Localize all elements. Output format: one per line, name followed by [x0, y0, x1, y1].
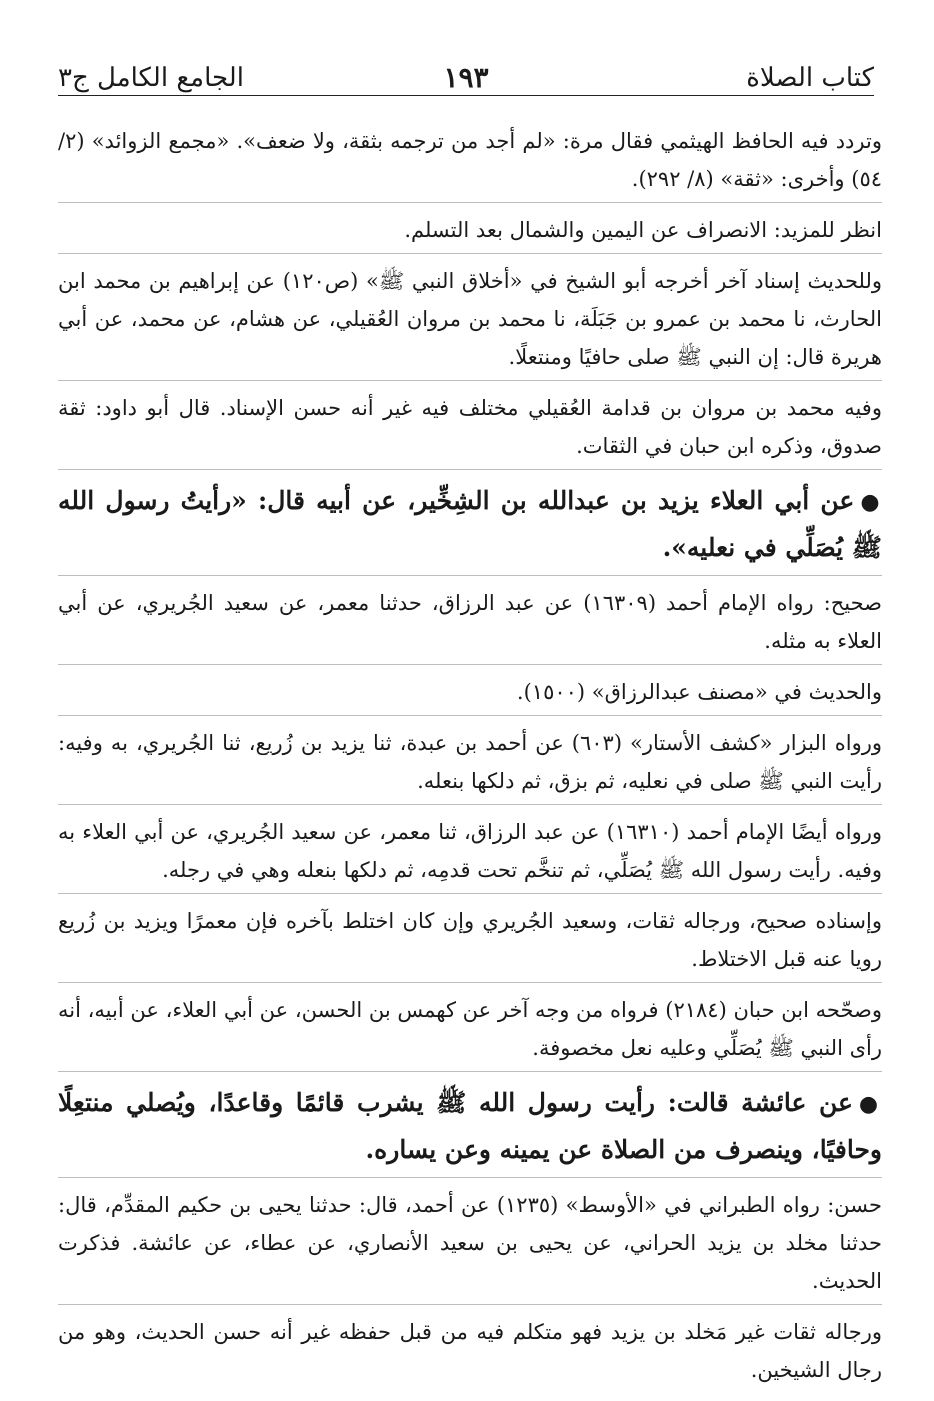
paragraph-10: وإسناده صحيح، ورجاله ثقات، وسعيد الجُريري وإن كان اختلط بآخره فإن معمرًا ويزيد بن زُريع رويا عنه قبل الاختلاط. — [58, 902, 882, 983]
paragraph-9: ورواه أيضًا الإمام أحمد (١٦٣١٠) عن عبد الرزاق، ثنا معمر، عن سعيد الجُريري، عن أبي العلاء به وفيه. رأيت رسول الله ﷺ يُصَلِّي، ثم تنخَّم تحت قدمِه، ثم دلكها بنعله وهي في رجله. — [58, 813, 882, 894]
hadith-2: ●عن عائشة قالت: رأيت رسول الله ﷺ يشرب قائمًا وقاعدًا، ويُصلي منتعِلًا وحافيًا، وينصرف من الصلاة عن يمينه وعن يساره. — [58, 1080, 882, 1178]
hadith-1: ●عن أبي العلاء يزيد بن عبدالله بن الشِخِّير، عن أبيه قال: «رأيتُ رسول الله ﷺ يُصَلِّي في نعليه». — [58, 478, 882, 576]
paragraph-7: والحديث في «مصنف عبدالرزاق» (١٥٠٠). — [58, 673, 882, 716]
paragraph-13: حسن: رواه الطبراني في «الأوسط» (١٢٣٥) عن أحمد، قال: حدثنا يحيى بن حكيم المقدِّم، قال: حدثنا مخلد بن يزيد الحراني، عن يحيى بن سعيد الأنصاري، عن عطاء، عن عائشة. فذكرت الحديث. — [58, 1186, 882, 1305]
paragraph-11: وصحّحه ابن حبان (٢١٨٤) فرواه من وجه آخر عن كهمس بن الحسن، عن أبي العلاء، عن أبيه، أنه رأى النبي ﷺ يُصَلِّي وعليه نعل مخصوفة. — [58, 991, 882, 1072]
paragraph-6: صحيح: رواه الإمام أحمد (١٦٣٠٩) عن عبد الرزاق، حدثنا معمر، عن سعيد الجُريري، عن أبي العلاء به مثله. — [58, 584, 882, 665]
paragraph-1: وتردد فيه الحافظ الهيثمي فقال مرة: «لم أجد من ترجمه بثقة، ولا ضعف». «مجمع الزوائد» (٢/ ٥٤) وأخرى: «ثقة» (٨/ ٢٩٢). — [58, 122, 882, 203]
paragraph-3: وللحديث إسناد آخر أخرجه أبو الشيخ في «أخلاق النبي ﷺ» (ص١٢٠) عن إبراهيم بن محمد ابن الحارث، نا محمد بن عمرو بن جَبَلَة، نا محمد بن مروان العُقيلي، عن هشام، عن محمد، عن أبي هريرة قال: إن النبي ﷺ صلى حافيًا ومنتعلًا. — [58, 262, 882, 381]
paragraph-2: انظر للمزيد: الانصراف عن اليمين والشمال بعد التسلم. — [58, 211, 882, 254]
paragraph-4: وفيه محمد بن مروان بن قدامة العُقيلي مختلف فيه غير أنه حسن الإسناد. قال أبو داود: ثقة صدوق، وذكره ابن حبان في الثقات. — [58, 389, 882, 470]
chapter-title: كتاب الصلاة — [746, 63, 874, 93]
bullet-icon: ● — [858, 1091, 882, 1117]
book-title: الجامع الكامل ج٣ — [58, 63, 244, 93]
bullet-icon: ● — [860, 489, 882, 515]
paragraph-14: ورجاله ثقات غير مَخلد بن يزيد فهو متكلم فيه من قبل حفظه غير أنه حسن الحديث، وهو من رجال الشيخين. — [58, 1320, 882, 1382]
paragraph-8: ورواه البزار «كشف الأستار» (٦٠٣) عن أحمد بن عبدة، ثنا يزيد بن زُريع، ثنا الجُريري، به وفيه: رأيت النبي ﷺ صلى في نعليه، ثم بزق، ثم دلكها بنعله. — [58, 724, 882, 805]
page-number: ١٩٣ — [443, 61, 489, 94]
page-body — [58, 122, 882, 1401]
running-header — [58, 55, 874, 96]
